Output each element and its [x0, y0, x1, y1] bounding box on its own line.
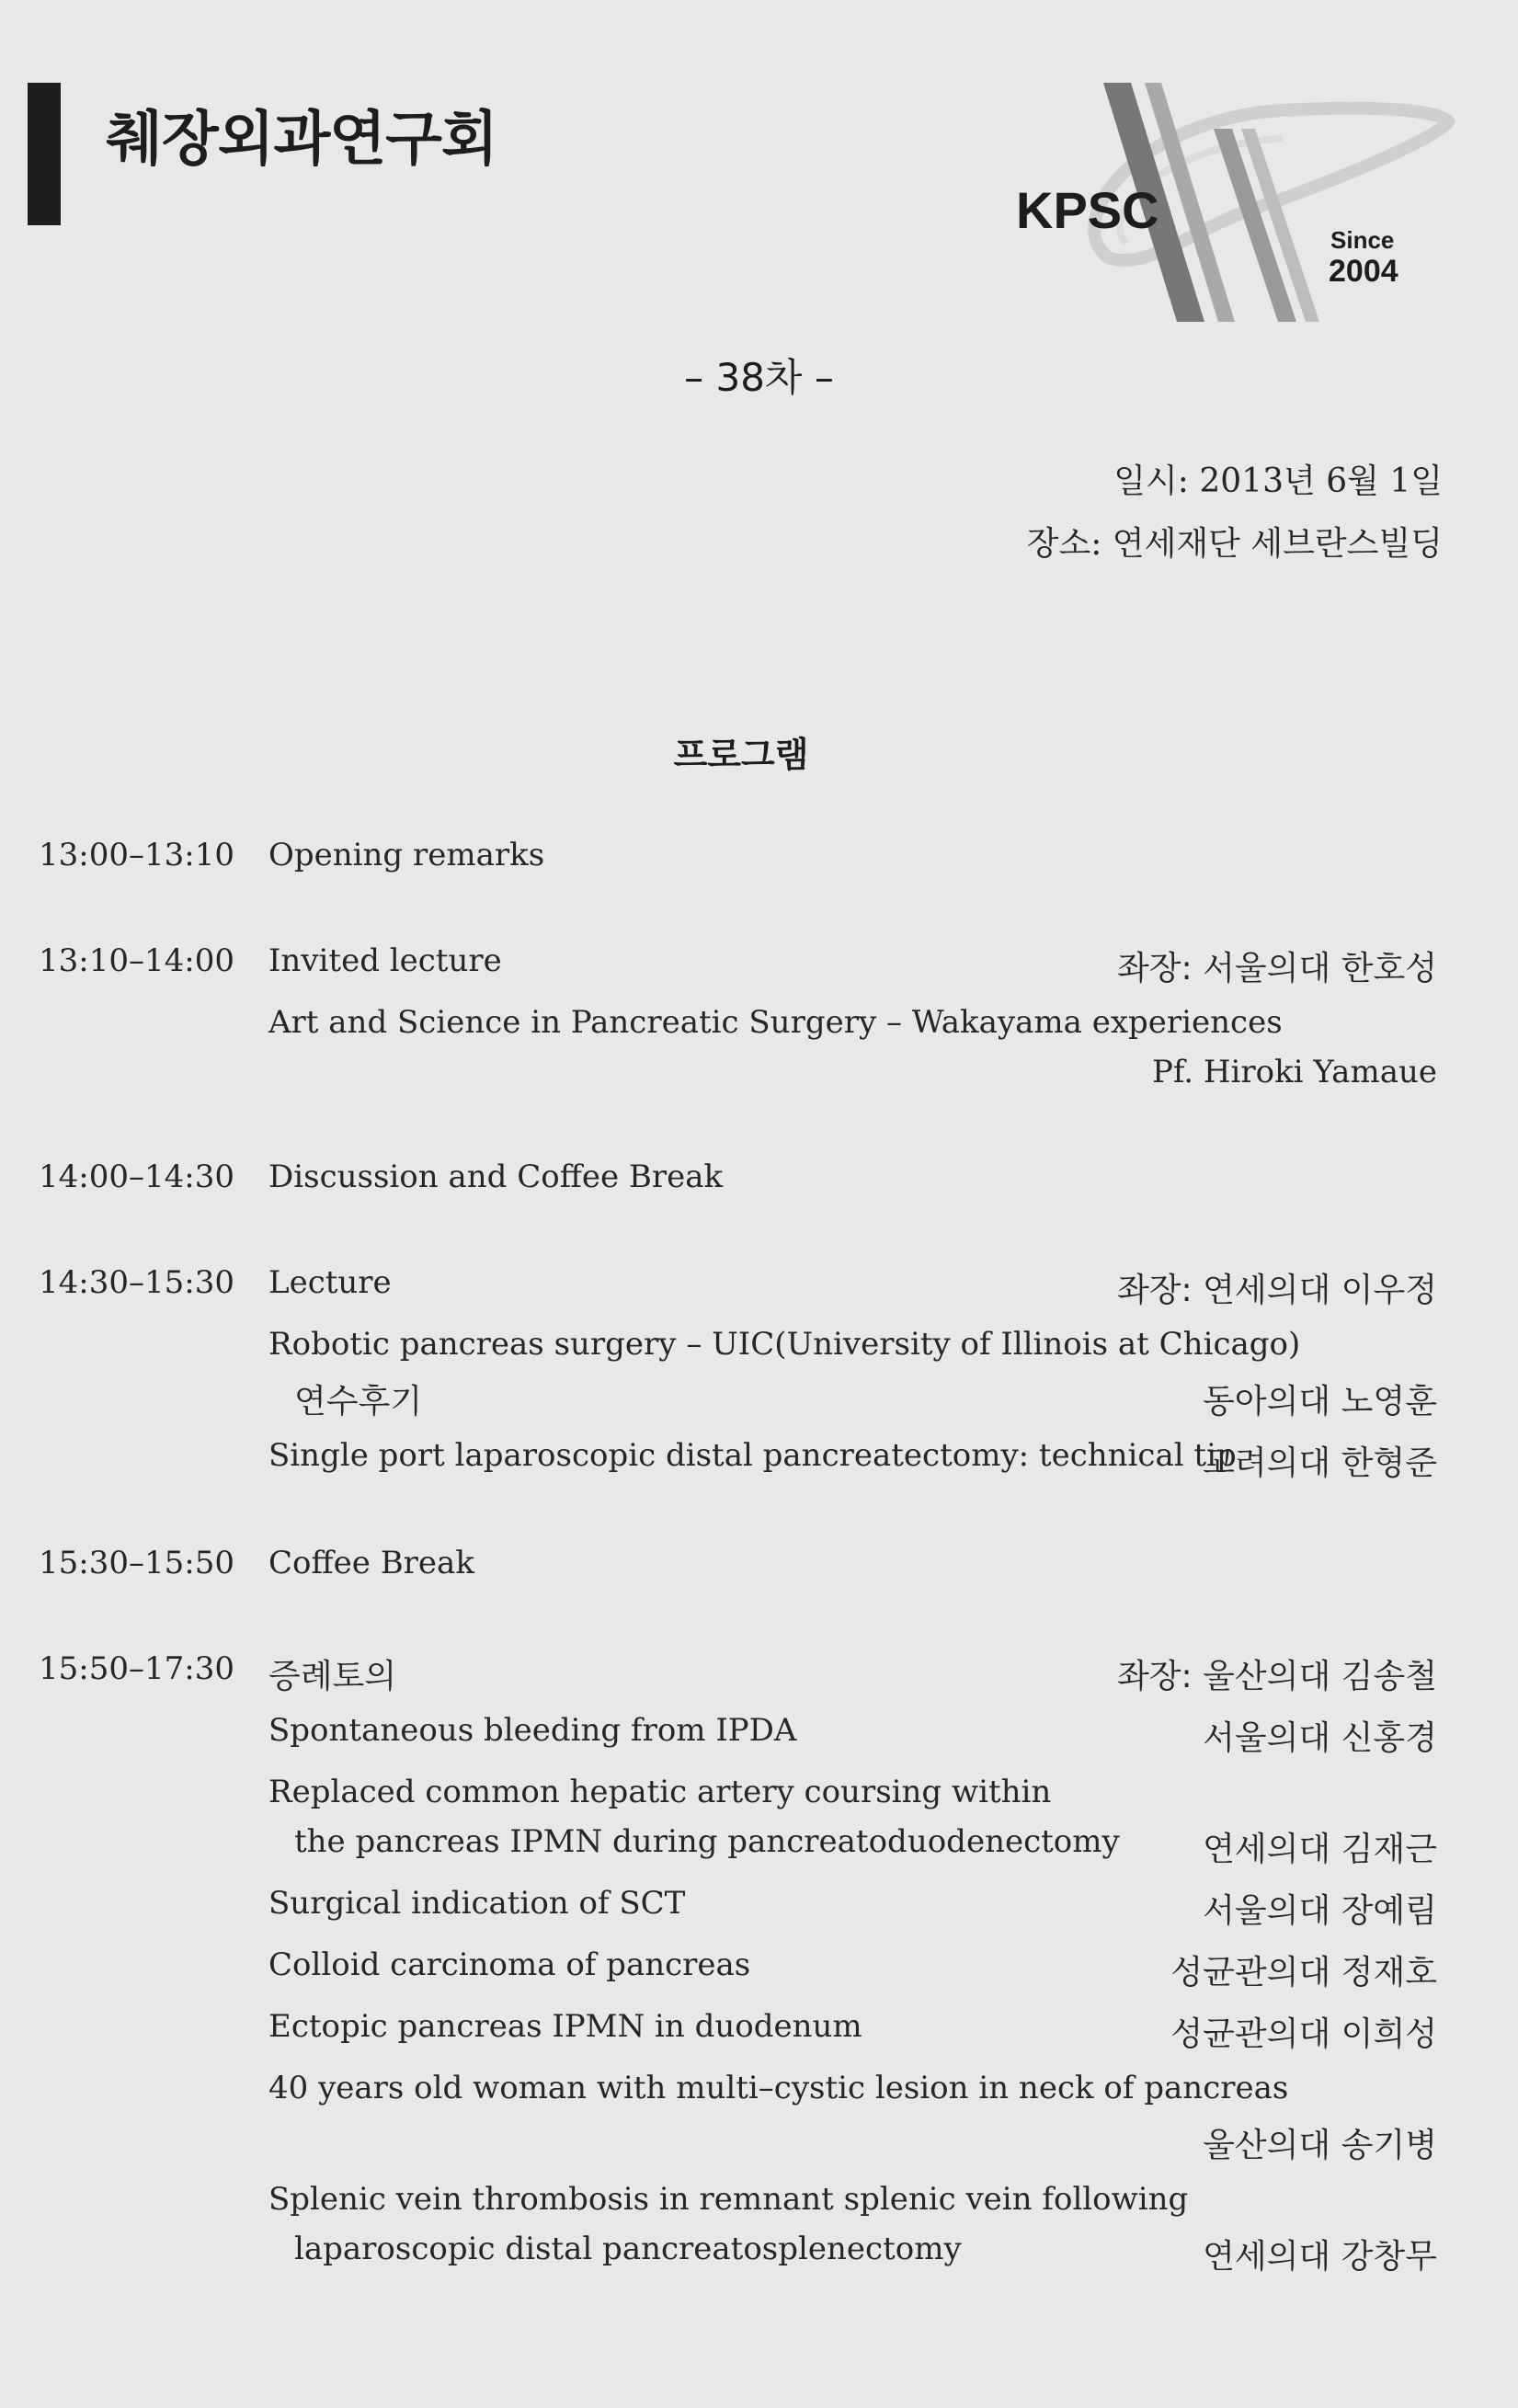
program-line: [268, 1545, 1437, 1591]
program-line: [268, 1326, 1437, 1372]
logo-since-year: 2004: [1329, 254, 1398, 289]
program-line: [268, 1264, 1437, 1310]
program-line: [268, 1158, 1437, 1204]
program-item-speaker: 서울의대 신홍경: [1203, 1719, 1437, 1757]
program-line: [268, 1712, 1437, 1758]
program-time: 14:00–14:30: [39, 1158, 234, 1195]
program-line: [268, 1946, 1437, 1992]
event-place: 장소: 연세재단 세브란스빌딩: [1026, 525, 1443, 563]
program-item-speaker: 동아의대 노영훈: [1203, 1383, 1437, 1421]
program-item-title: Surgical indication of SCT: [268, 1885, 686, 1922]
program-item-speaker: 울산의대 송기병: [1203, 2127, 1437, 2164]
program-item-speaker: 서울의대 장예림: [1203, 1892, 1437, 1930]
program-line: [268, 1774, 1437, 1820]
program-item-speaker: 성균관의대 이희성: [1170, 2015, 1437, 2053]
program-time: 15:30–15:50: [39, 1545, 234, 1581]
program-item-title: 연수후기: [294, 1383, 423, 1421]
program-item-speaker: 좌장: 서울의대 한호성: [1117, 950, 1437, 987]
program-line: [268, 1823, 1437, 1869]
program-line: [268, 1885, 1437, 1931]
program-item-speaker: 좌장: 울산의대 김송철: [1117, 1658, 1437, 1695]
program-time: 15:50–17:30: [39, 1650, 234, 1687]
program-item-title: Single port laparoscopic distal pancreatectomy: technical tip: [268, 1437, 1237, 1474]
program-item-title: Discussion and Coffee Break: [268, 1158, 724, 1195]
program-line: [268, 1054, 1437, 1100]
program-item-title: the pancreas IPMN during pancreatoduodenectomy: [294, 1823, 1120, 1860]
program-line: [268, 1437, 1437, 1483]
program-item-title: laparoscopic distal pancreatosplenectomy: [294, 2231, 962, 2267]
program-time: 14:30–15:30: [39, 1264, 234, 1301]
program-item-speaker: 좌장: 연세의대 이우정: [1117, 1272, 1437, 1309]
program-title: 프로그램: [673, 735, 809, 775]
program-item-speaker: 연세의대 강창무: [1203, 2238, 1437, 2276]
program-item-title: Lecture: [268, 1264, 392, 1301]
program-item-title: Art and Science in Pancreatic Surgery – Wakayama experiences: [268, 1004, 1283, 1041]
logo-text: KPSC: [1016, 181, 1159, 239]
program-item-title: Robotic pancreas surgery – UIC(University of Illinois at Chicago): [268, 1326, 1301, 1363]
program-item-title: Ectopic pancreas IPMN in duodenum: [268, 2008, 862, 2045]
event-meta: [1027, 451, 1443, 576]
program-line: [268, 837, 1437, 883]
event-date: 일시: 2013년 6월 1일: [1113, 462, 1443, 500]
program-item-title: Invited lecture: [268, 942, 502, 979]
program-line: [268, 2181, 1437, 2227]
program-item-title: 40 years old woman with multi–cystic lesion in neck of pancreas: [268, 2070, 1289, 2106]
program-line: [268, 1004, 1437, 1050]
title-accent-bar: [28, 83, 61, 225]
program-item-speaker: 성균관의대 정재호: [1170, 1954, 1437, 1991]
program-item-title: Replaced common hepatic artery coursing within: [268, 1774, 1052, 1810]
program-item-title: 증례토의: [268, 1658, 397, 1695]
program-item-title: Spontaneous bleeding from IPDA: [268, 1712, 797, 1749]
session-number: – 38차 –: [684, 355, 834, 400]
program-line: [268, 1650, 1437, 1696]
program-line: [268, 2231, 1437, 2277]
program-time: 13:00–13:10: [39, 837, 234, 873]
kpsc-logo: [1007, 74, 1457, 331]
program-item-speaker: Pf. Hiroki Yamaue: [1151, 1054, 1437, 1090]
program-time: 13:10–14:00: [39, 942, 234, 979]
program-item-speaker: 연세의대 김재근: [1203, 1831, 1437, 1868]
program-line: [268, 942, 1437, 988]
program-item-title: Splenic vein thrombosis in remnant splenic vein following: [268, 2181, 1189, 2218]
program-item-title: Colloid carcinoma of pancreas: [268, 1946, 751, 1983]
program-item-title: Coffee Break: [268, 1545, 474, 1581]
program-line: [268, 2119, 1437, 2165]
program-line: [268, 1375, 1437, 1421]
program-item-speaker: 고려의대 한형준: [1203, 1444, 1437, 1482]
logo-since-label: Since: [1330, 226, 1395, 254]
program-item-title: Opening remarks: [268, 837, 545, 873]
program-line: [268, 2070, 1437, 2116]
page-title: 췌장외과연구회: [106, 106, 497, 174]
program-line: [268, 2008, 1437, 2054]
